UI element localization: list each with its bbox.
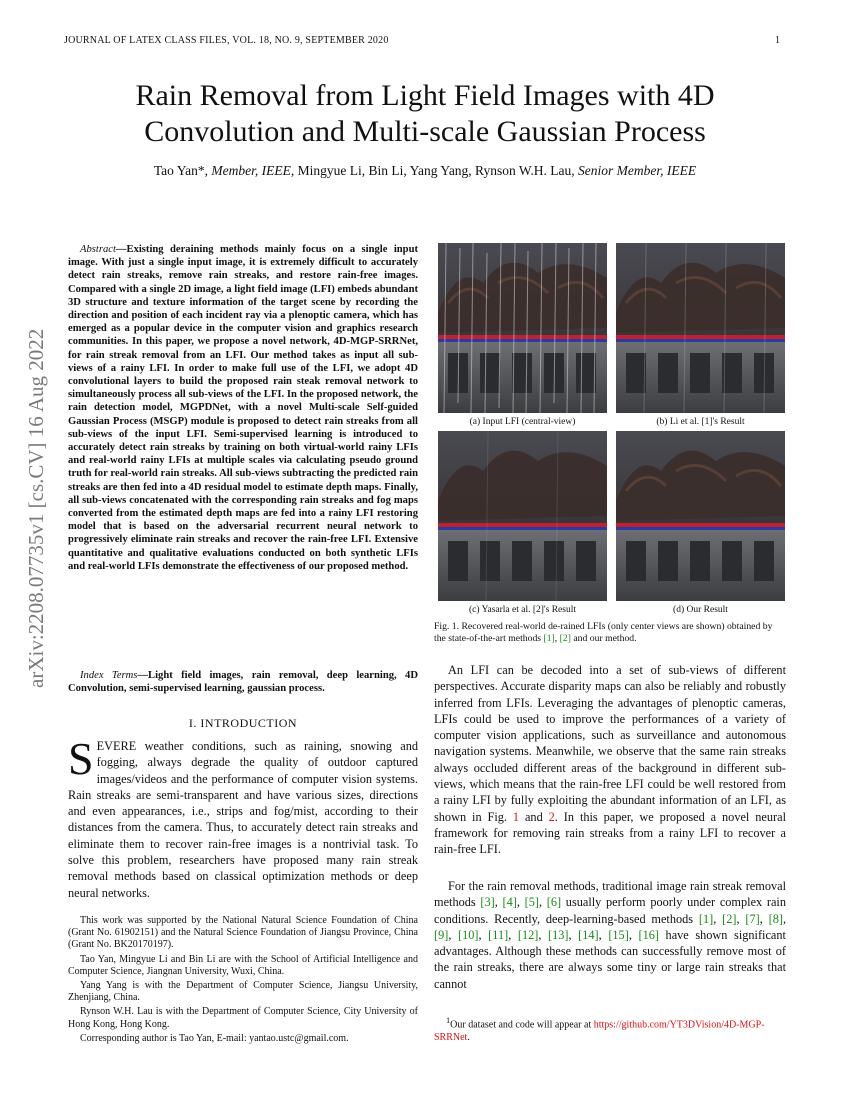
drop-cap: S xyxy=(68,733,94,784)
author-first-role: Member, IEEE xyxy=(211,163,291,178)
figure-image-yasarla-result xyxy=(438,431,607,601)
figure-caption-sep: , xyxy=(554,633,560,645)
body-paragraph-1 xyxy=(434,662,786,858)
footnote-affiliation-3: Rynson W.H. Lau is with the Department of Computer Science, City University of Hong Kong, Hong Kong. xyxy=(68,1006,418,1030)
intro-paragraph xyxy=(68,733,418,901)
citation-link[interactable]: [7] xyxy=(745,911,760,926)
abstract-text: —Existing deraining methods mainly focus on a single input image. With just a single input image, it is extremely difficult to accurately detect rain streaks, remove rain streaks, and restore rain-free images. Compared with a single 2D image, a light field image (LFI) embeds abundant 3D structure and texture information of the target scene by recording the direction and position of each incident ray via a plenoptic camera, which has emerged as a popular device in the computer vision and graphics research communities. In this paper, we propose a novel network, 4D-MGP-SRRNet, for rain streak removal from an LFI. Our method takes as input all sub-views of a rainy LFI. In order to make full use of the LFI, we adopt 4D convolutional layers to build the proposed rain steak removal network to simultaneously process all sub-views of the LFI. In the proposed network, the rain detection model, MGPDNet, with a novel Multi-scale Self-guided Gaussian Process (MSGP) module is proposed to detect rain streaks from all sub-views of the input LFI. Semi-supervised learning is introduced to accurately detect rain streaks by training on both virtual-world rainy LFIs and real-world rainy LFIs at multiple scales via calculating pseudo ground truth for real-world rain streaks. All sub-views subtracting the predicted rain streaks are then fed into a 4D residual model to estimate depth maps. Finally, all sub-views concatenated with the corresponding rain streaks and fog maps converted from the estimated depth maps are fed into a rainy LFI restoring model that is based on the adversarial recurrent neural network to progressively eliminate rain streaks and recover the rain-free LFI. Extensive quantitative and qualitative evaluations conducted on both synthetic LFIs and real-world LFIs demonstrate the effectiveness of our proposed method. xyxy=(68,244,418,572)
figure-ref-link[interactable]: 2 xyxy=(548,809,555,824)
paragraph-text: have shown significant advantages. Although these methods can successfully remove most of the rain streaks, there are always some tiny or large rain streaks that cannot xyxy=(434,927,786,991)
abstract-label: Abstract xyxy=(80,244,116,255)
footnote-text: Our dataset and code will appear at xyxy=(450,1019,594,1031)
citation-link[interactable]: [1] xyxy=(698,911,714,926)
citation-link[interactable]: [5] xyxy=(524,895,539,910)
citation-link[interactable]: [11] xyxy=(488,927,509,942)
figure-caption-end: and our method. xyxy=(570,633,637,645)
footnote-corresponding: Corresponding author is Tao Yan, E-mail: yantao.ustc@gmail.com. xyxy=(80,1032,349,1044)
figure-ref-link[interactable]: 1 xyxy=(512,809,520,824)
figure-image-our-result xyxy=(616,431,785,601)
citation-link[interactable]: [2] xyxy=(722,911,737,926)
citation-link[interactable]: [16] xyxy=(638,927,659,942)
abstract xyxy=(68,243,418,573)
citation-link[interactable]: [13] xyxy=(548,927,569,942)
github-link[interactable]: https://github.com/YT3DVision/4D-MGP-SRRNet xyxy=(434,1019,765,1043)
author-list xyxy=(50,163,800,179)
paragraph-text: . In this paper, we proposed a novel neural framework for removing rain streaks from a rainy LFI to recover a rain-free LFI. xyxy=(434,809,786,857)
title-line-2: Convolution and Multi-scale Gaussian Process xyxy=(144,115,706,148)
figure-1 xyxy=(438,243,790,615)
subcaption-a: (a) Input LFI (central-view) xyxy=(469,417,576,427)
footnote-mark: 1 xyxy=(446,1016,451,1025)
index-terms xyxy=(68,669,418,695)
figure-caption xyxy=(434,621,786,645)
intro-first-word: EVERE xyxy=(96,739,137,753)
footnotes xyxy=(68,915,418,1047)
citation-link[interactable]: [9] xyxy=(434,927,449,942)
figure-caption-text: Recovered real-world de-rained LFIs (only center views are shown) obtained by the state-of-the-art methods xyxy=(434,621,773,645)
subcaption-c: (c) Yasarla et al. [2]'s Result xyxy=(469,605,576,615)
citation-link[interactable]: [4] xyxy=(502,895,517,910)
footnote-end: . xyxy=(467,1031,470,1043)
body-paragraph-2: For the rain removal methods, traditional image rain streak removal methods [3], [4], [5], [6] usually perform poorly under complex rain conditions. Recently, deep-learning-based methods [1], [2], [7], [8], [9], [10], [11], [12], [13], [14], [15], [16] have shown significant advantages. Although these methods can successfully remove most of the rain streaks, there are always some tiny or large rain streaks that cannot xyxy=(434,879,787,991)
figure-image-input xyxy=(438,243,607,413)
citation-link[interactable]: [8] xyxy=(768,911,783,926)
citation-link[interactable]: [10] xyxy=(458,927,479,942)
index-terms-label: Index Terms xyxy=(80,670,138,681)
running-head: JOURNAL OF LATEX CLASS FILES, VOL. 18, NO. 9, SEPTEMBER 2020 xyxy=(64,35,389,46)
arxiv-stamp xyxy=(24,292,48,692)
author-rest: , Mingyue Li, Bin Li, Yang Yang, Rynson W.H. Lau, xyxy=(290,163,579,178)
author-last-role: Senior Member, IEEE xyxy=(578,163,697,178)
citation-link[interactable]: [15] xyxy=(608,927,629,942)
paragraph-text: and xyxy=(519,809,549,824)
citation-link[interactable]: [14] xyxy=(578,927,599,942)
paper-title xyxy=(60,78,790,150)
footnote-affiliation-2: Yang Yang is with the Department of Computer Science, Jiangsu University, Zhenjiang, China. xyxy=(68,980,418,1004)
paragraph-text: For the rain removal methods, traditional image rain streak removal methods xyxy=(434,879,786,910)
footnote-funding: This work was supported by the National Natural Science Foundation of China (Grant No. 61902151) and the Natural Science Foundation of Jiangsu Province, China (Grant No. BK20170197). xyxy=(68,915,418,951)
citation-link[interactable]: [1] xyxy=(543,633,555,645)
citation-link[interactable]: [6] xyxy=(546,895,562,910)
author-first: Tao Yan*, xyxy=(153,163,212,178)
section-heading: I. INTRODUCTION xyxy=(188,716,298,730)
footnote-affiliation-1: Tao Yan, Mingyue Li and Bin Li are with the School of Artificial Intelligence and Computer Science, Jiangnan University, Wuxi, China. xyxy=(68,953,418,977)
figure-caption-prefix: Fig. 1. xyxy=(434,621,460,632)
citation-link[interactable]: [2] xyxy=(559,633,571,645)
intro-text: weather conditions, such as raining, snowing and fogging, always degrade the quality of outdoor captured images/videos and the performance of computer vision systems. Rain streaks are semi-transparent and have various sizes, directions and even appearances, i.e., strips and fog/mist, according to their distances from the camera. Thus, to accurately detect rain streaks and eliminate them to recover rain-free images is a nontrivial task. To solve this problem, researchers have proposed many rain streak removal methods based on classical optimization methods or deep neural networks. xyxy=(68,739,418,900)
subcaption-b: (b) Li et al. [1]'s Result xyxy=(656,417,745,427)
paragraph-text: usually perform poorly under complex rain conditions. Recently, deep-learning-based methods xyxy=(434,895,786,926)
paragraph-text: An LFI can be decoded into a set of sub-views of different perspectives. Accurate disparity maps can also be reliably and robustly inferred from LFIs. Leveraging the advantages of plenoptic cameras, LFIs could be used to improve the performances of a variety of computer vision applications, such as surveillance and autonomous navigation systems. Meanwhile, we observe that the same rain streaks always occluded different areas of the background in different sub-views, which means that the rain-free LFI could be well restored from a rainy LFI by fully exploiting the abundant information of an LFI, as shown in Fig. xyxy=(434,663,786,824)
arxiv-identifier: arXiv:2208.07735v1 [cs.CV] 16 Aug 2022 xyxy=(24,328,48,688)
subcaption-d: (d) Our Result xyxy=(673,605,728,615)
figure-image-li-result xyxy=(616,243,785,413)
page-number: 1 xyxy=(775,35,780,46)
citation-link[interactable]: [3] xyxy=(480,895,495,910)
citation-link[interactable]: [12] xyxy=(517,927,539,942)
index-terms-text: —Light field images, rain removal, deep learning, 4D Convolution, semi-supervised learning, gaussian process. xyxy=(68,670,418,695)
footnote-dataset xyxy=(434,1015,786,1044)
title-line-1: Rain Removal from Light Field Images with 4D xyxy=(135,79,715,112)
